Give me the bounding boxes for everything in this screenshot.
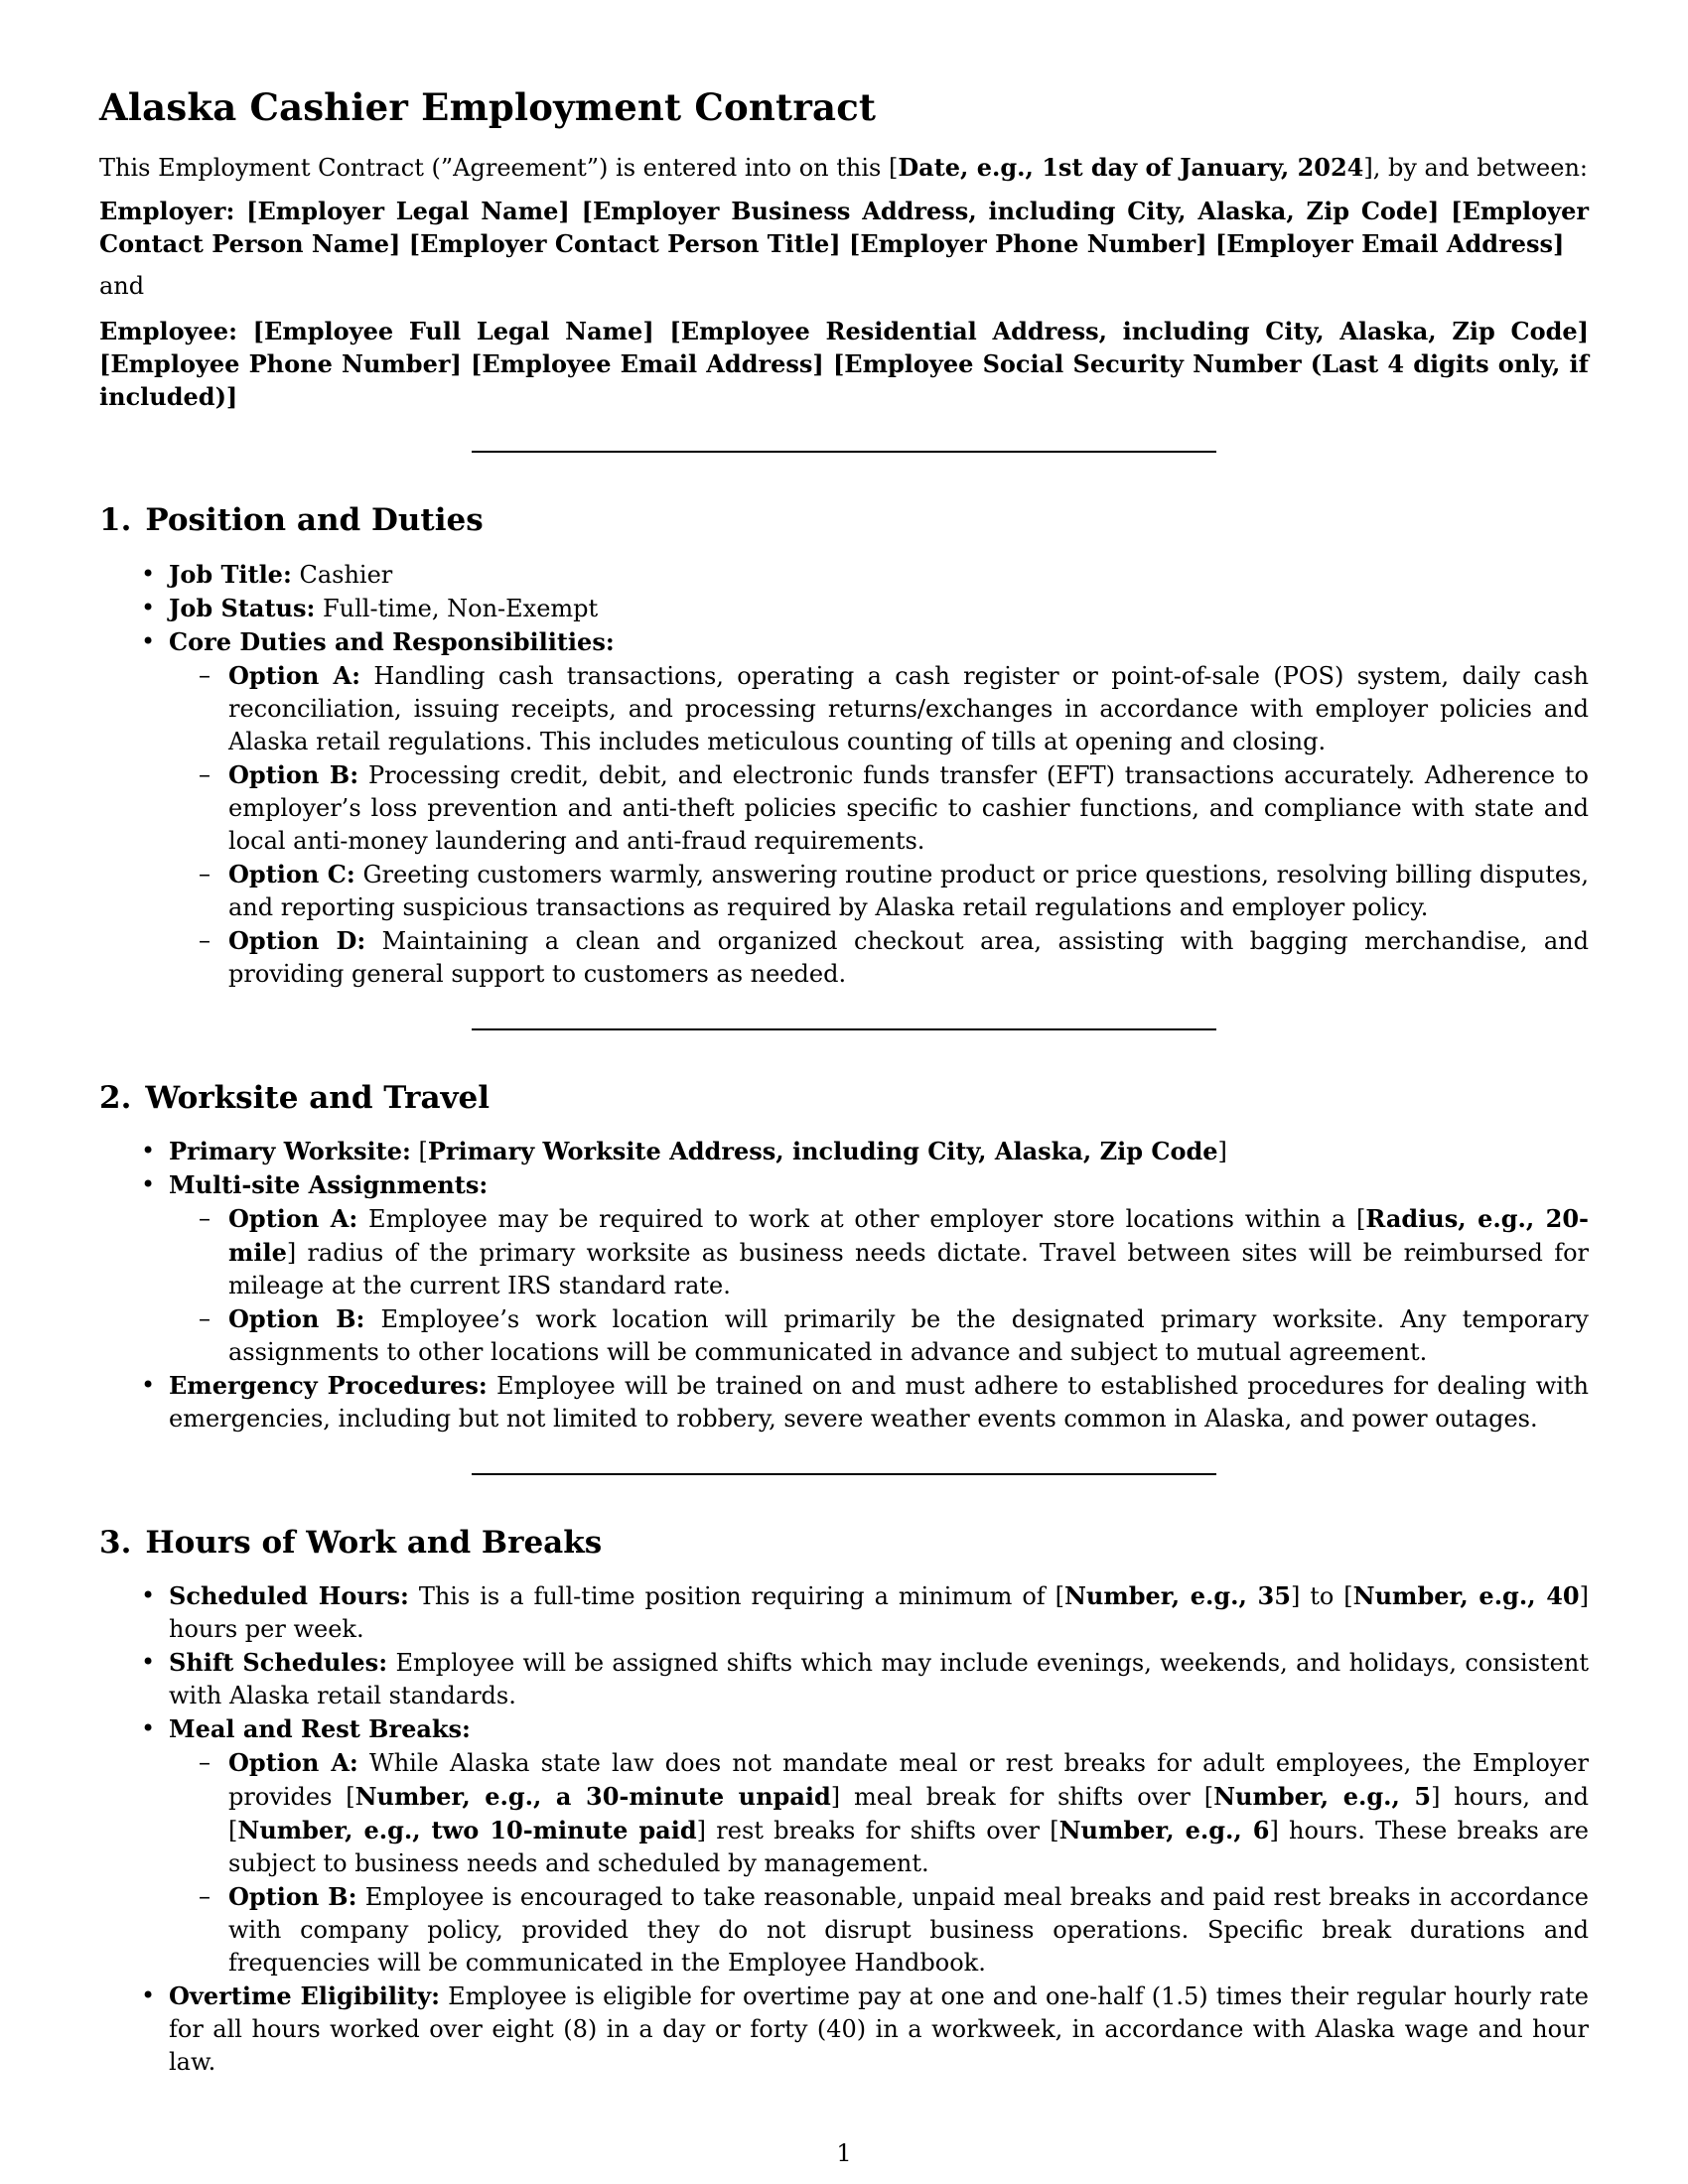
option-item [228,659,1589,758]
option-item [228,1746,1589,1880]
option-text: Greeting customers warmly, answering routine product or price questions, resolving billing disputes, and reporting suspicious transactions as required by Alaska retail regulations and employer policy. [228,860,1590,921]
section-number: 3. [99,1524,132,1561]
hours-min-placeholder: Number, e.g., 35 [1063,1580,1291,1610]
item-label: Overtime Eligibility: [169,1980,440,2010]
list-item-job-status [169,592,1589,625]
option-item [228,924,1589,991]
item-value: Primary Worksite Address, including City, Alaska, Zip Code [427,1136,1218,1165]
item-value: Full-time, Non-Exempt [323,594,599,622]
employer-block [99,195,1589,260]
section-number: 2. [99,1079,132,1116]
list-item-shift-schedules [169,1646,1589,1712]
employee-details: [Employee Full Legal Name] [Employee Residential Address, including City, Alaska, Zip Code] [Employee Phone Number] [Employee Email Address] [Employee Social Security Number (Last 4 digits only, if included)] [99,317,1590,412]
agreement-date: Date, e.g., 1st day of January, 2024 [898,153,1364,183]
section-heading-worksite [99,1080,1589,1117]
option-label: Option B: [228,1881,357,1911]
page-number: 1 [836,2139,852,2167]
option-label: Option A: [228,1747,358,1777]
section-divider [472,451,1216,453]
option-text: ] rest breaks for shifts over [ [696,1816,1059,1844]
hours-max-placeholder: Number, e.g., 40 [1352,1580,1580,1610]
list-item-job-title [169,558,1589,592]
option-label: Option A: [228,660,360,690]
item-label: Job Title: [169,559,292,589]
item-text: This is a full-time position requiring a minimum of [ [418,1581,1064,1610]
list-item-multisite [169,1168,1589,1369]
option-item [228,1880,1589,1979]
item-label: Primary Worksite: [169,1136,411,1165]
option-label: Option B: [228,1303,365,1333]
option-text: Handling cash transactions, operating a cash register or point-of-sale (POS) system, daily cash reconciliation, issuing receipts, and processing returns/exchanges in accordance with employer policies and Alaska retail regulations. This includes meticulous counting of tills at opening and closing. [228,661,1589,755]
option-text: ] meal break for shifts over [ [830,1782,1214,1811]
list-item-overtime [169,1979,1589,2079]
intro-prefix: This Employment Contract (”Agreement”) is entered into on this [ [99,154,899,183]
core-duties-options [169,659,1589,991]
intro-suffix: ], by and between: [1363,154,1588,183]
option-text: Maintaining a clean and organized checkout area, assisting with bagging merchandise, and providing general support to customers as needed. [228,926,1589,988]
option-text: ] hours, and [ [228,1782,1589,1844]
worksite-list [99,1135,1589,1435]
section-divider [472,1473,1216,1475]
list-item-scheduled-hours [169,1579,1589,1646]
item-value: Employee is eligible for overtime pay at one and one-half (1.5) times their regular hourly rate for all hours worked over eight (8) in a day or forty (40) in a workweek, in accordance with Alaska wage and hour law. [169,1981,1590,2076]
employee-label: Employee: [99,317,237,346]
position-list [99,558,1589,991]
option-text: ] hours. These breaks are subject to business needs and scheduled by management. [228,1816,1589,1877]
rest-shift-placeholder: Number, e.g., 6 [1058,1815,1270,1844]
option-item [228,858,1589,924]
item-text: ] hours per week. [169,1581,1590,1643]
intro-paragraph [99,151,1589,185]
item-value: Cashier [299,560,393,589]
document-title: Alaska Cashier Employment Contract [99,85,877,129]
option-label: Option B: [228,759,359,789]
item-value: Employee will be assigned shifts which may include evenings, weekends, and holidays, consistent with Alaska retail standards. [169,1648,1589,1709]
section-divider [472,1028,1216,1030]
option-text: Employee is encouraged to take reasonable, unpaid meal breaks and paid rest breaks in accordance with company policy, provided they do not disrupt business operations. Specific break durations and frequencies will be communicated in the Employee Handbook. [228,1882,1589,1977]
meal-shift-placeholder: Number, e.g., 5 [1213,1781,1432,1811]
option-text: ] radius of the primary worksite as business needs dictate. Travel between sites will be reimbursed for mileage at the current IRS standard rate. [228,1238,1589,1299]
option-label: Option A: [228,1203,358,1233]
list-item-core-duties [169,625,1589,991]
section-heading-position [99,502,1589,539]
item-label: Core Duties and Responsibilities: [169,626,615,656]
option-text: While Alaska state law does not mandate meal or rest breaks for adult employees, the Employer provides [ [228,1748,1589,1811]
item-text: ] to [ [1290,1581,1353,1610]
employer-details: [Employer Legal Name] [Employer Business Address, including City, Alaska, Zip Code] [Employer Contact Person Name] [Employer Contact Person Title] [Employer Phone Number] [Employer Email Address] [99,197,1589,259]
item-label: Meal and Rest Breaks: [169,1713,471,1743]
section-heading-hours [99,1525,1589,1562]
multisite-options [169,1202,1589,1369]
item-label: Emergency Procedures: [169,1370,488,1400]
section-title: Position and Duties [145,502,484,539]
option-text: Employee may be required to work at other employer store locations within a [ [368,1204,1366,1233]
option-text: Processing credit, debit, and electronic funds transfer (EFT) transactions accurately. Adherence to employer’s loss prevention and anti-theft policies specific to cashier functions, and compliance with state and local anti-money laundering and anti-fraud requirements. [228,760,1589,855]
list-item-meal-breaks [169,1712,1589,1979]
item-label: Job Status: [169,593,316,622]
employer-label: Employer: [99,197,235,226]
meal-break-options [169,1746,1589,1979]
and-connector: and [99,272,145,301]
item-label: Multi-site Assignments: [169,1169,489,1199]
employee-block [99,315,1589,413]
option-item [228,758,1589,858]
section-title: Hours of Work and Breaks [145,1524,603,1561]
list-item-primary-worksite: • Primary Worksite: [Primary Worksite Address, including City, Alaska, Zip Code] [169,1135,1589,1168]
item-value: Employee will be trained on and must adhere to established procedures for dealing with emergencies, including but not limited to robbery, severe weather events common in Alaska, and power outages. [169,1371,1589,1433]
section-title: Worksite and Travel [145,1079,491,1116]
list-item-emergency [169,1369,1589,1435]
option-label: Option D: [228,925,366,955]
option-label: Option C: [228,859,355,888]
meal-break-placeholder: Number, e.g., a 30-minute unpaid [354,1781,831,1811]
option-item [228,1302,1589,1369]
item-label: Scheduled Hours: [169,1580,409,1610]
section-number: 1. [99,502,132,539]
option-item [228,1202,1589,1302]
hours-list [99,1579,1589,2079]
item-label: Shift Schedules: [169,1647,388,1677]
rest-break-placeholder: Number, e.g., two 10-minute paid [237,1815,697,1844]
radius-placeholder: Radius, e.g., 20-mile [228,1203,1590,1267]
option-text: Employee’s work location will primarily be the designated primary worksite. Any temporary assignments to other locations will be communicated in advance and subject to mutual agreement. [228,1304,1589,1366]
